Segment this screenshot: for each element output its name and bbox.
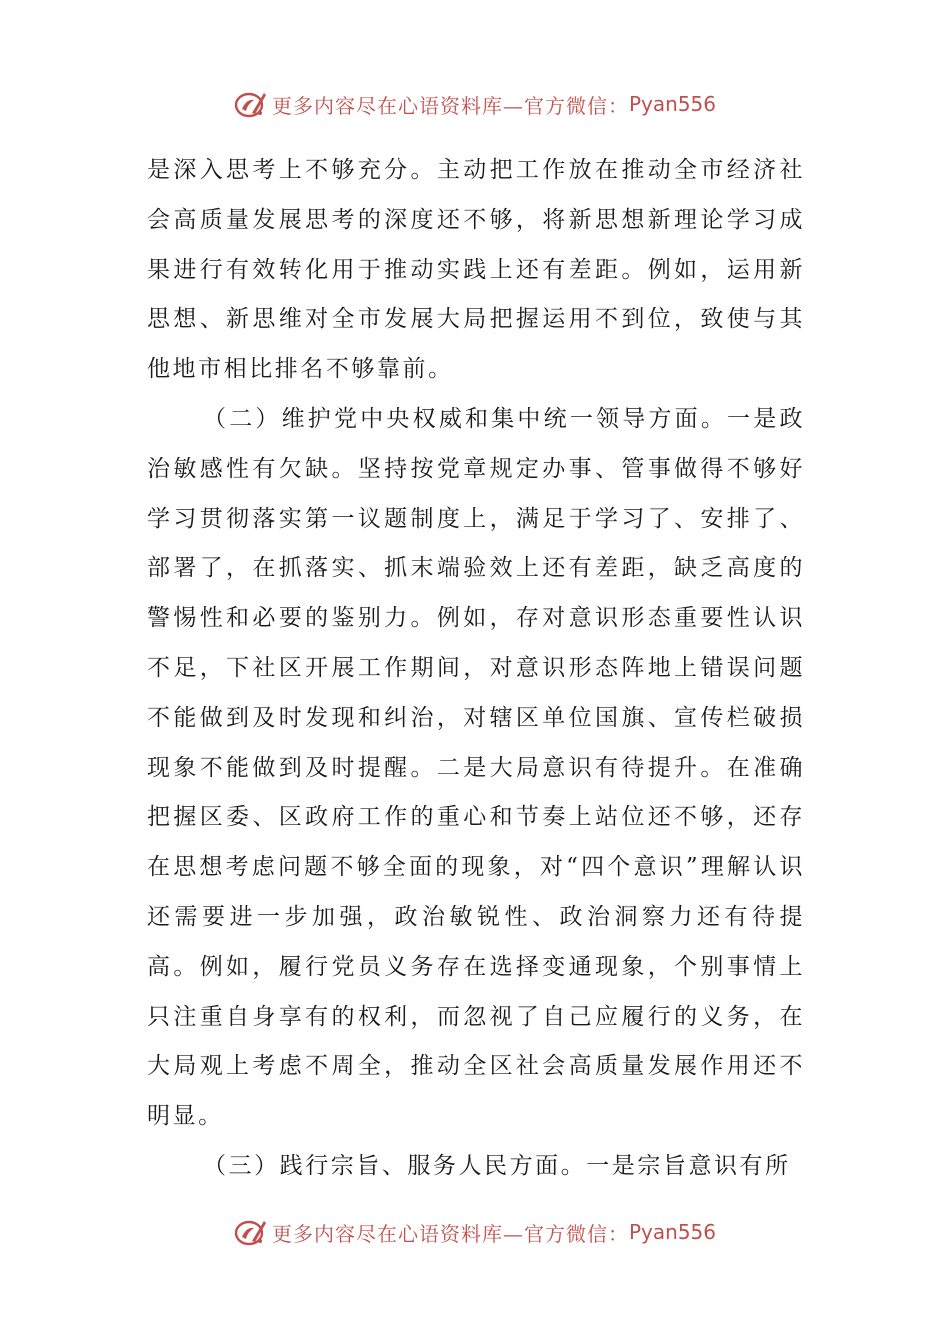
paragraph-section-2: （二）维护党中央权威和集中统一领导方面。一是政治敏感性有欠缺。坚持按党章规定办事、管事做得不够好学习贯彻落实第一议题制度上，满足于学习了、安排了、部署了，在抓落实、抓末端验效上还有差距，缺乏高度的警惕性和必要的鉴别力。例如，存对意识形态重要性认识不足，下社区开展工作期间，对意识形态阵地上错误问题不能做到及时发现和纠治，对辖区单位国旗、宣传栏破损现象不能做到及时提醒。二是大局意识有待提升。在准确把握区委、区政府工作的重心和节奏上站位还不够，还存在思想考虑问题不够全面的现象，对“四个意识”理解认识还需要进一步加强，政治敏锐性、政治洞察力还有待提高。例如，履行党员义务存在选择变通现象，个别事情上只注重自身享有的权利，而忽视了自己应履行的义务，在大局观上考虑不周全，推动全区社会高质量发展作用还不明显。 [147, 405, 805, 1130]
banner-text: 更多内容尽在心语资料库—官方微信： [271, 1221, 629, 1246]
wechat-id: Pyan556 [628, 1220, 716, 1244]
wechat-id: Pyan556 [628, 92, 716, 116]
banner-text: 更多内容尽在心语资料库—官方微信： [271, 93, 629, 118]
footer-banner [0, 1212, 950, 1252]
pen-seal-logo-icon [234, 1215, 268, 1249]
header-banner [0, 84, 950, 124]
document-body [147, 146, 805, 1192]
paragraph-continuation: 是深入思考上不够充分。主动把工作放在推动全市经济社会高质量发展思考的深度还不够，将新思想新理论学习成果进行有效转化用于推动实践上还有差距。例如，运用新思想、新思维对全市发展大局把握运用不到位，致使与其他地市相比排名不够靠前。 [147, 157, 805, 383]
paragraph-section-3: （三）践行宗旨、服务人民方面。一是宗旨意识有所 [203, 1152, 791, 1179]
pen-seal-logo-icon [234, 87, 268, 121]
